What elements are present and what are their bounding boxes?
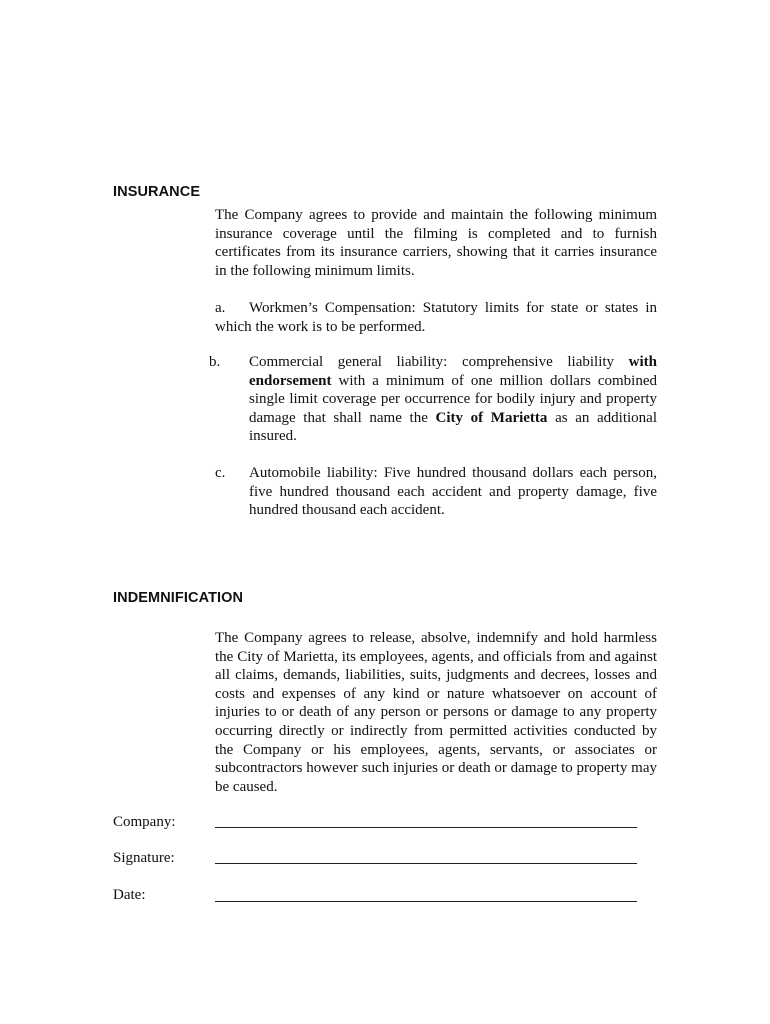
item-b-bold-endorsement: with endorsement [249, 354, 657, 389]
item-c-text: Automobile liability: Five hundred thousand dollars each person, five hundred thousand each accident and property damage, five hundred thousand each accident. [249, 465, 657, 519]
insurance-item-b [209, 353, 657, 446]
date-label: Date: [113, 887, 146, 903]
item-b-text-part: with a minimum of one million dollars combined single limit coverage per occurrence for bodily injury and property damage that shall name the [249, 372, 657, 426]
item-b-text-part: as an additional insured. [249, 409, 657, 445]
item-a-text: Workmen’s Compensation: Statutory limits for state or states in which the work is to be performed. [215, 300, 657, 335]
item-b-text-part: Commercial general liability: comprehensive liability [249, 354, 629, 370]
signature-label: Signature: [113, 850, 175, 866]
item-b-text [249, 353, 657, 446]
indemnification-paragraph: The Company agrees to release, absolve, indemnify and hold harmless the City of Marietta, its employees, agents, and officials from and against all claims, demands, liabilities, suits, judgments and decrees, losses and costs and expenses of any kind or nature whatsoever on account of injuries to or death of any person or persons or damage to any property occurring directly or indirectly from permitted activities conducted by the Company or his employees, agents, servants, or associates or subcontractors however such injuries or death or damage to property may be caused. [215, 630, 657, 795]
item-b-bold-city: City of Marietta [435, 409, 548, 426]
date-field-line[interactable] [215, 901, 637, 902]
insurance-heading: INSURANCE [113, 184, 201, 200]
signature-field-line[interactable] [215, 863, 637, 864]
item-b-marker: b. [209, 354, 221, 370]
indemnification-heading: INDEMNIFICATION [113, 590, 244, 606]
company-label: Company: [113, 814, 176, 830]
insurance-item-a [215, 299, 657, 336]
item-a-marker: a. [215, 300, 226, 316]
insurance-intro-paragraph: The Company agrees to provide and maintain the following minimum insurance coverage until the filming is completed and to furnish certificates from its insurance carriers, showing that it carries insurance in the following minimum limits. [215, 207, 657, 279]
insurance-item-c [215, 464, 657, 520]
item-c-marker: c. [215, 465, 226, 481]
company-field-line[interactable] [215, 827, 637, 828]
